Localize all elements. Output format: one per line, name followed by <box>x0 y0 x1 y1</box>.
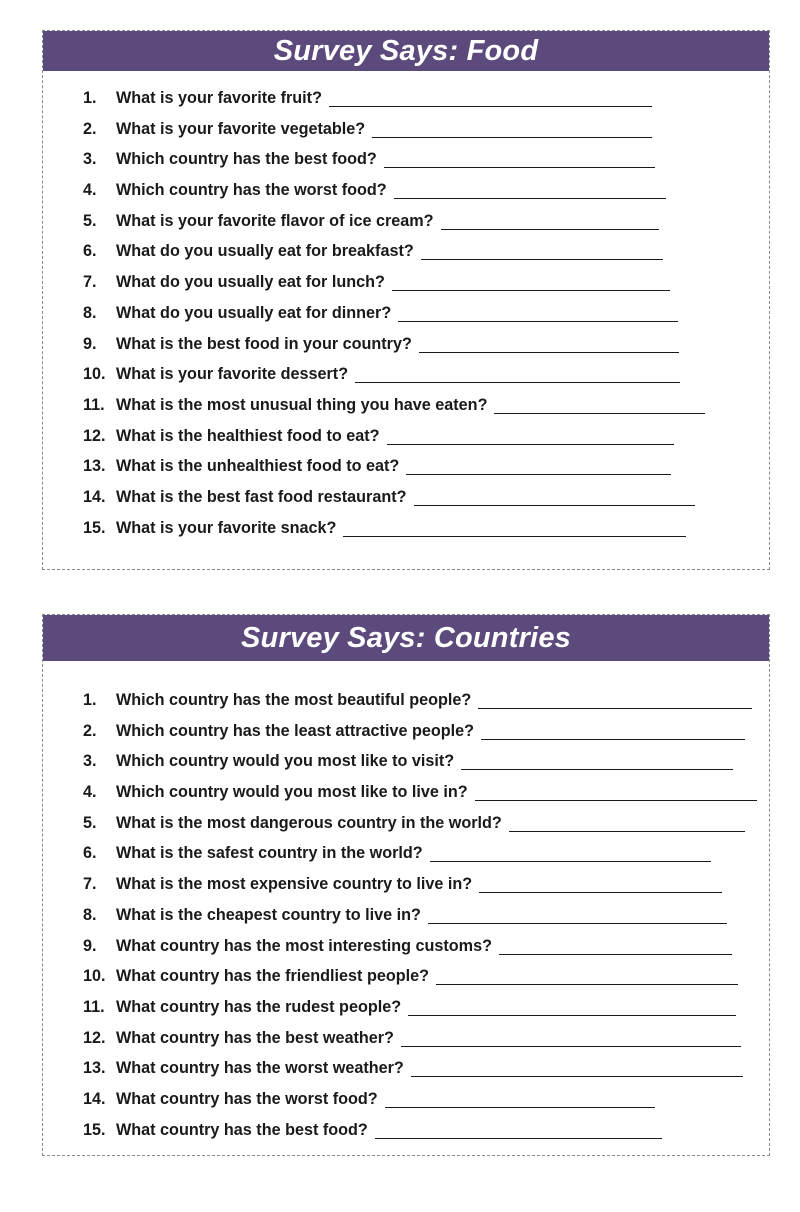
question-text: What country has the worst food? <box>116 1089 378 1108</box>
answer-blank-line[interactable] <box>475 784 757 801</box>
question-text: Which country has the least attractive people? <box>116 721 475 740</box>
question-text: What is your favorite dessert? <box>116 365 349 384</box>
food-survey-card <box>42 30 770 570</box>
question-item <box>83 722 769 753</box>
question-number: 8. <box>83 905 97 924</box>
answer-blank-line[interactable] <box>478 692 752 709</box>
question-item <box>83 875 769 906</box>
question-text: What is the cheapest country to live in? <box>116 905 421 924</box>
question-text: What country has the most interesting customs? <box>116 936 492 955</box>
question-text: Which country has the most beautiful people? <box>116 691 472 709</box>
answer-blank-line[interactable] <box>343 520 686 537</box>
question-item <box>83 937 769 968</box>
question-item <box>83 150 769 181</box>
question-number: 3. <box>83 752 97 771</box>
question-number: 9. <box>83 936 97 955</box>
question-item <box>83 365 769 396</box>
question-text: What country has the friendliest people? <box>116 967 429 986</box>
question-text: Which country has the worst food? <box>116 181 387 200</box>
question-item <box>83 181 769 212</box>
question-item <box>83 752 769 783</box>
question-text: What do you usually eat for breakfast? <box>116 242 414 261</box>
question-number: 6. <box>83 242 97 261</box>
answer-blank-line[interactable] <box>499 938 732 955</box>
question-text: What country has the rudest people? <box>116 997 402 1016</box>
food-survey-title: Survey Says: Food <box>43 31 769 71</box>
question-item <box>83 844 769 875</box>
question-number: 7. <box>83 273 97 292</box>
question-number: 8. <box>83 303 97 322</box>
question-item <box>83 335 769 366</box>
question-number: 5. <box>83 813 97 832</box>
answer-blank-line[interactable] <box>509 815 745 832</box>
answer-blank-line[interactable] <box>385 1091 655 1108</box>
question-number: 2. <box>83 119 97 138</box>
question-item <box>83 1090 769 1121</box>
question-number: 15. <box>83 518 106 537</box>
question-text: What country has the best food? <box>116 1120 368 1139</box>
answer-blank-line[interactable] <box>421 243 663 260</box>
answer-blank-line[interactable] <box>355 366 680 383</box>
question-number: 3. <box>83 150 97 169</box>
food-question-list <box>83 89 769 549</box>
question-text: Which country would you most like to visit? <box>116 752 455 771</box>
answer-blank-line[interactable] <box>398 305 678 322</box>
answer-blank-line[interactable] <box>406 458 671 475</box>
question-text: What is the best food in your country? <box>116 334 412 353</box>
answer-blank-line[interactable] <box>436 968 738 985</box>
question-item <box>83 427 769 458</box>
question-number: 13. <box>83 1059 106 1078</box>
countries-question-list <box>83 691 769 1151</box>
question-text: What is your favorite vegetable? <box>116 119 366 138</box>
question-text: What is the unhealthiest food to eat? <box>116 457 400 476</box>
question-item <box>83 120 769 151</box>
question-item <box>83 396 769 427</box>
question-number: 1. <box>83 691 97 709</box>
question-item <box>83 691 769 722</box>
question-text: What country has the best weather? <box>116 1028 394 1047</box>
question-number: 2. <box>83 721 97 740</box>
question-number: 15. <box>83 1120 106 1139</box>
question-number: 10. <box>83 967 106 986</box>
question-text: What country has the worst weather? <box>116 1059 404 1078</box>
question-item <box>83 457 769 488</box>
question-item <box>83 242 769 273</box>
question-text: Which country has the best food? <box>116 150 377 169</box>
question-item <box>83 1059 769 1090</box>
answer-blank-line[interactable] <box>372 121 652 138</box>
answer-blank-line[interactable] <box>494 397 705 414</box>
question-text: What is the safest country in the world? <box>116 844 423 863</box>
question-item <box>83 488 769 519</box>
question-number: 5. <box>83 211 97 230</box>
answer-blank-line[interactable] <box>481 723 745 740</box>
question-number: 4. <box>83 181 97 200</box>
answer-blank-line[interactable] <box>329 90 652 107</box>
question-number: 9. <box>83 334 97 353</box>
question-text: What is the healthiest food to eat? <box>116 426 380 445</box>
question-number: 14. <box>83 487 106 506</box>
answer-blank-line[interactable] <box>419 336 679 353</box>
question-text: What is the best fast food restaurant? <box>116 487 407 506</box>
question-text: What do you usually eat for lunch? <box>116 273 385 292</box>
question-number: 6. <box>83 844 97 863</box>
answer-blank-line[interactable] <box>408 999 736 1016</box>
question-item <box>83 783 769 814</box>
answer-blank-line[interactable] <box>461 753 733 770</box>
question-item <box>83 814 769 845</box>
question-number: 11. <box>83 395 105 414</box>
question-number: 7. <box>83 875 97 894</box>
question-item <box>83 304 769 335</box>
question-number: 1. <box>83 89 97 107</box>
question-item <box>83 519 769 550</box>
question-item <box>83 1029 769 1060</box>
question-number: 10. <box>83 365 106 384</box>
answer-blank-line[interactable] <box>441 213 659 230</box>
answer-blank-line[interactable] <box>414 489 695 506</box>
question-number: 13. <box>83 457 106 476</box>
answer-blank-line[interactable] <box>384 151 655 168</box>
question-item <box>83 212 769 243</box>
answer-blank-line[interactable] <box>411 1060 743 1077</box>
question-item <box>83 906 769 937</box>
question-item <box>83 1121 769 1152</box>
question-text: What is the most unusual thing you have eaten? <box>116 395 488 414</box>
question-text: Which country would you most like to live in? <box>116 783 468 802</box>
answer-blank-line[interactable] <box>430 845 711 862</box>
question-number: 12. <box>83 1028 106 1047</box>
answer-blank-line[interactable] <box>387 428 674 445</box>
question-text: What is your favorite fruit? <box>116 89 322 107</box>
question-text: What is the most dangerous country in the world? <box>116 813 502 832</box>
answer-blank-line[interactable] <box>401 1030 741 1047</box>
question-text: What is your favorite snack? <box>116 518 337 537</box>
countries-survey-title: Survey Says: Countries <box>43 615 769 661</box>
question-item <box>83 89 769 120</box>
question-text: What is your favorite flavor of ice cream? <box>116 211 434 230</box>
answer-blank-line[interactable] <box>428 907 727 924</box>
question-number: 14. <box>83 1089 106 1108</box>
question-item <box>83 967 769 998</box>
question-number: 4. <box>83 783 97 802</box>
answer-blank-line[interactable] <box>479 876 722 893</box>
answer-blank-line[interactable] <box>392 274 670 291</box>
question-item <box>83 273 769 304</box>
question-item <box>83 998 769 1029</box>
answer-blank-line[interactable] <box>394 182 666 199</box>
countries-survey-card <box>42 614 770 1156</box>
answer-blank-line[interactable] <box>375 1122 662 1139</box>
question-text: What do you usually eat for dinner? <box>116 303 392 322</box>
question-number: 11. <box>83 997 105 1016</box>
question-number: 12. <box>83 426 106 445</box>
question-text: What is the most expensive country to live in? <box>116 875 473 894</box>
